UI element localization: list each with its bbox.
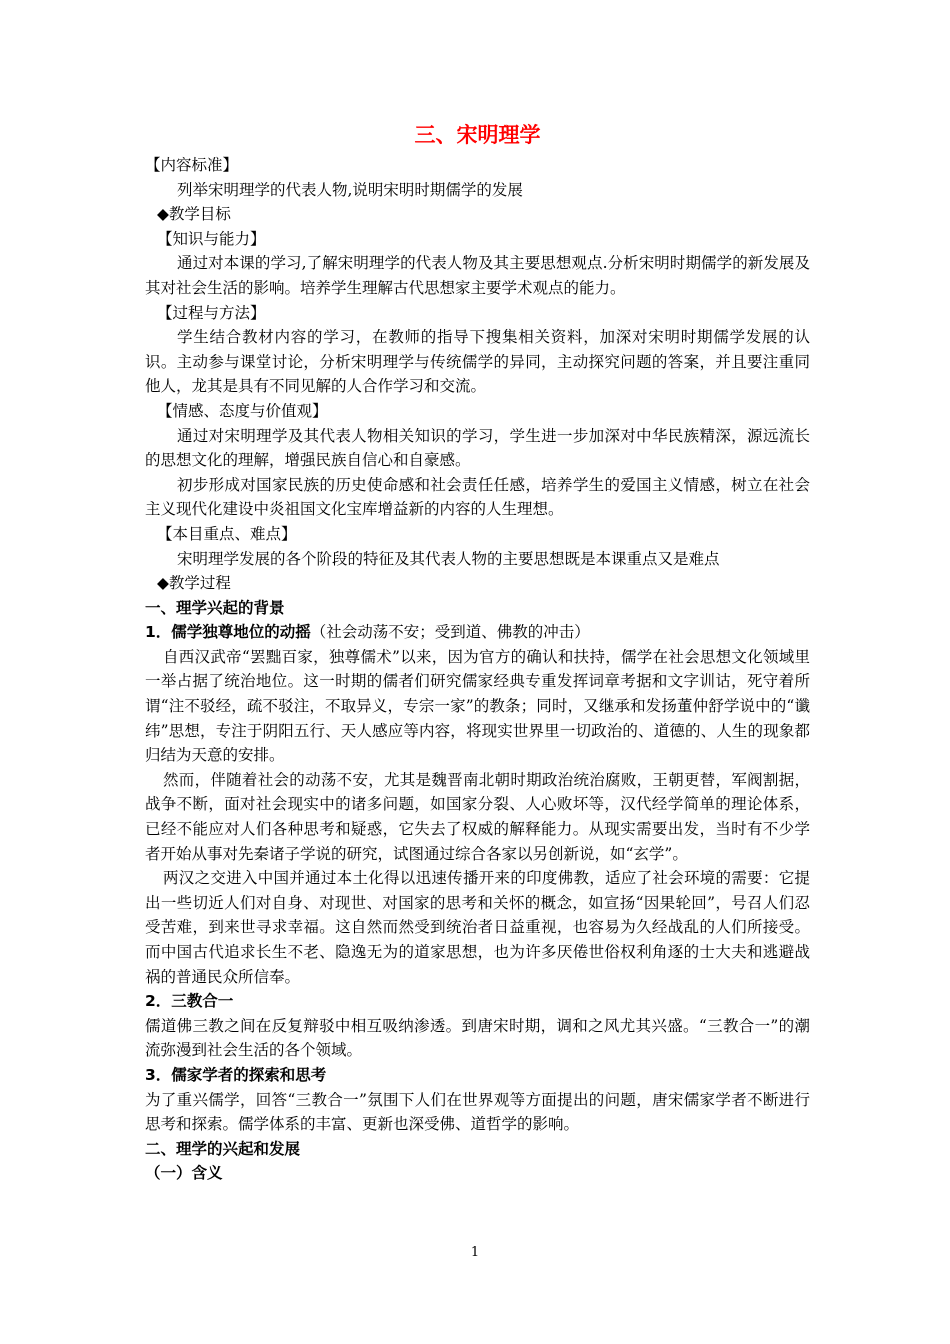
item-2-text: 儒道佛三教之间在反复辩驳中相互吸纳渗透。到唐宋时期，调和之风尤其兴盛。“三教合一”的潮流弥漫到社会生活的各个领域。 [145, 1016, 810, 1060]
item-1-line [145, 620, 810, 645]
item-1-paragraph-2: 然而，伴随着社会的动荡不安，尤其是魏晋南北朝时期政治统治腐败，王朝更替，军阀割据，战争不断，面对社会现实中的诸多问题，如国家分裂、人心败坏等，汉代经学简单的理论体系，已经不能应对人们各种思考和疑惑，它失去了权威的解释能力。从现实需要出发，当时有不少学者开始从事对先秦诸子学说的研究，试图通过综合各家以另创新说，如“玄学”。 [145, 770, 810, 863]
content-standard-text: 列举宋明理学的代表人物,说明宋明时期儒学的发展 [177, 180, 523, 199]
page-number: 1 [470, 1245, 480, 1260]
emotion-label: 【情感、态度与价值观】 [157, 401, 328, 420]
item-1-heading: 1．儒学独尊地位的动摇 [145, 623, 311, 642]
content-standard-label: 【内容标准】 [145, 156, 239, 174]
process-method-text: 学生结合教材内容的学习，在教师的指导下搜集相关资料，加深对宋明时期儒学发展的认识。主动参与课堂讨论，分析宋明理学与传统儒学的异同，主动探究问题的答案，并且要注重同他人，龙其是具有不同见解的人合作学习和交流。 [145, 328, 810, 396]
page-title: 三、宋明理学 [414, 123, 541, 147]
item-1-paragraph-3: 两汉之交进入中国并通过本土化得以迅速传播开来的印度佛教，适应了社会环境的需要：它提出一些切近人们对自身、对现世、对国家的思考和关怀的概念，如宣扬“因果轮回”，号召人们忍受苦难，到来世寻求幸福。这自然而然受到统治者日益重视，也容易为久经战乱的人们所接受。而中国古代追求长生不老、隐逸无为的道家思想，也为许多厌倦世俗权利角逐的士大夫和逃避战祸的普通民众所信奉。 [145, 869, 810, 986]
item-1-note: （社会动荡不安；受到道、佛教的冲击） [310, 623, 590, 642]
key-points-text: 宋明理学发展的各个阶段的特征及其代表人物的主要思想既是本课重点又是难点 [177, 549, 720, 568]
key-points-label: 【本目重点、难点】 [157, 524, 297, 543]
item-1-paragraph-1: 自西汉武帝“罢黜百家，独尊儒术”以来，因为官方的确认和扶持，儒学在社会思想文化领域里一举占据了统治地位。这一时期的儒者们研究儒家经典专重发挥词章考据和文字训诂，死守着所谓“注不驳经，疏不驳注，不取异义，专宗一家”的教条；同时，又继承和发扬董仲舒学说中的“谶纬”思想，专注于阴阳五行、天人感应等内容，将现实世界里一切政治的、道德的、人生的现象都归结为天意的安排。 [145, 647, 810, 765]
item-3-heading: 3．儒家学者的探索和思考 [145, 1065, 327, 1084]
emotion-text-2: 初步形成对国家民族的历史使命感和社会责任任感，培养学生的爱国主义情感，树立在社会主义现代化建设中炎祖国文化宝库增益新的内容的人生理想。 [145, 475, 810, 519]
item-2-heading: 2．三教合一 [145, 992, 234, 1011]
knowledge-text: 通过对本课的学习,了解宋明理学的代表人物及其主要思想观点.分析宋明时期儒学的新发展及其对社会生活的影响。培养学生理解古代思想家主要学术观点的能力。 [145, 254, 810, 297]
teaching-process-label: ◆教学过程 [157, 574, 231, 593]
section-1-heading: 一、理学兴起的背景 [145, 598, 285, 617]
document-body [145, 118, 810, 1186]
emotion-text-1: 通过对宋明理学及其代表人物相关知识的学习，学生进一步加深对中华民族精深，源远流长的思想文化的理解，增强民族自信心和自豪感。 [145, 426, 810, 470]
section-2-heading: 二、理学的兴起和发展 [145, 1139, 301, 1158]
item-3-text: 为了重兴儒学，回答“三教合一”氛围下人们在世界观等方面提出的问题，唐宋儒家学者不断进行思考和探索。儒学体系的丰富、更新也深受佛、道哲学的影响。 [145, 1090, 810, 1134]
process-method-label: 【过程与方法】 [157, 303, 266, 322]
section-2-sub-1: （一）含义 [145, 1164, 223, 1183]
knowledge-label: 【知识与能力】 [157, 229, 266, 248]
goals-label: ◆教学目标 [157, 205, 231, 224]
